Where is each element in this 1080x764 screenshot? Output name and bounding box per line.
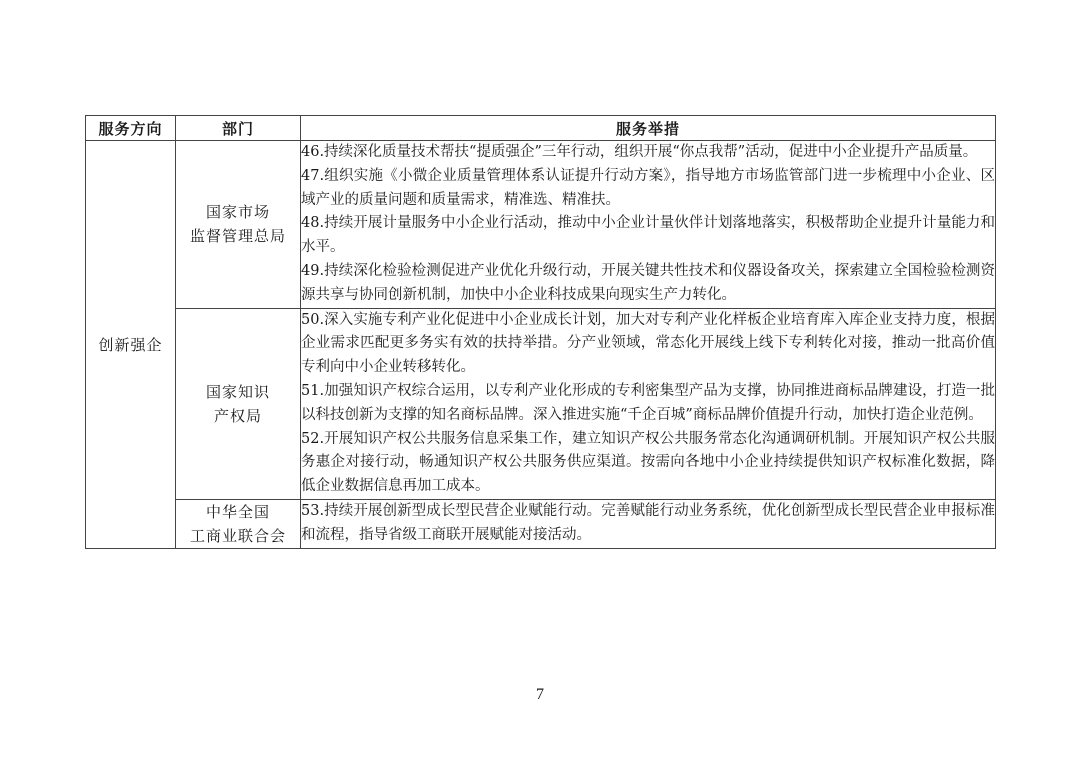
department-line: 国家知识 (205, 382, 270, 401)
header-department: 部门 (176, 116, 301, 141)
measures-cell (301, 308, 996, 499)
department-line: 监督管理总局 (189, 227, 286, 246)
table-row (86, 499, 996, 548)
measure-item: 48.持续开展计量服务中小企业行活动，推动中小企业计量伙伴计划落地落实，积极帮助企业提升计量能力和水平。 (301, 215, 995, 256)
header-service-direction: 服务方向 (86, 116, 176, 141)
table-row (86, 141, 996, 309)
table-row (86, 308, 996, 499)
measure-item: 49.持续深化检验检测促进产业优化升级行动，开展关键共性技术和仪器设备攻关，探索建立全国检验检测资源共享与协同创新机制，加快中小企业科技成果向现实生产力转化。 (301, 262, 995, 303)
measure-item: 51.加强知识产权综合运用，以专利产业化形成的专利密集型产品为支撑，协同推进商标品牌建设，打造一批以科技创新为支撑的知名商标品牌。深入推进实施“千企百城”商标品牌价值提升行动，加快打造企业范例。 (301, 382, 995, 423)
table-header-row (86, 116, 996, 141)
department-line: 国家市场 (205, 203, 270, 222)
measure-item: 53.持续开展创新型成长型民营企业赋能行动。完善赋能行动业务系统，优化创新型成长型民营企业申报标准和流程，指导省级工商联开展赋能对接活动。 (301, 503, 995, 543)
department-line: 中华全国 (205, 502, 270, 521)
measures-cell (301, 141, 996, 309)
measures-cell (301, 499, 996, 548)
department-cell (176, 141, 301, 309)
measure-item: 46.持续深化质量技术帮扶“提质强企”三年行动，组织开展“你点我帮”活动，促进中小企业提升产品质量。 (301, 144, 978, 160)
page-number: 7 (536, 686, 544, 703)
department-cell (176, 499, 301, 548)
service-direction-cell: 创新强企 (86, 141, 176, 549)
measure-item: 50.深入实施专利产业化促进中小企业成长计划，加大对专利产业化样板企业培育库入库企业支持力度，根据企业需求匹配更多务实有效的扶持举措。分产业领域，常态化开展线上线下专利转化对接，推动一批高价值专利向中小企业转移转化。 (301, 311, 995, 376)
department-line: 工商业联合会 (189, 526, 286, 545)
department-line: 产权局 (213, 406, 262, 425)
header-service-measures: 服务举措 (301, 116, 996, 141)
department-cell (176, 308, 301, 499)
measure-item: 47.组织实施《小微企业质量管理体系认证提升行动方案》，指导地方市场监管部门进一步梳理中小企业、区域产业的质量问题和质量需求，精准选、精准扶。 (301, 167, 995, 208)
measure-item: 52.开展知识产权公共服务信息采集工作，建立知识产权公共服务常态化沟通调研机制。开展知识产权公共服务惠企对接行动，畅通知识产权公共服务供应渠道。按需向各地中小企业持续提供知识产权标准化数据，降低企业数据信息再加工成本。 (301, 430, 995, 495)
measures-table (85, 115, 996, 549)
